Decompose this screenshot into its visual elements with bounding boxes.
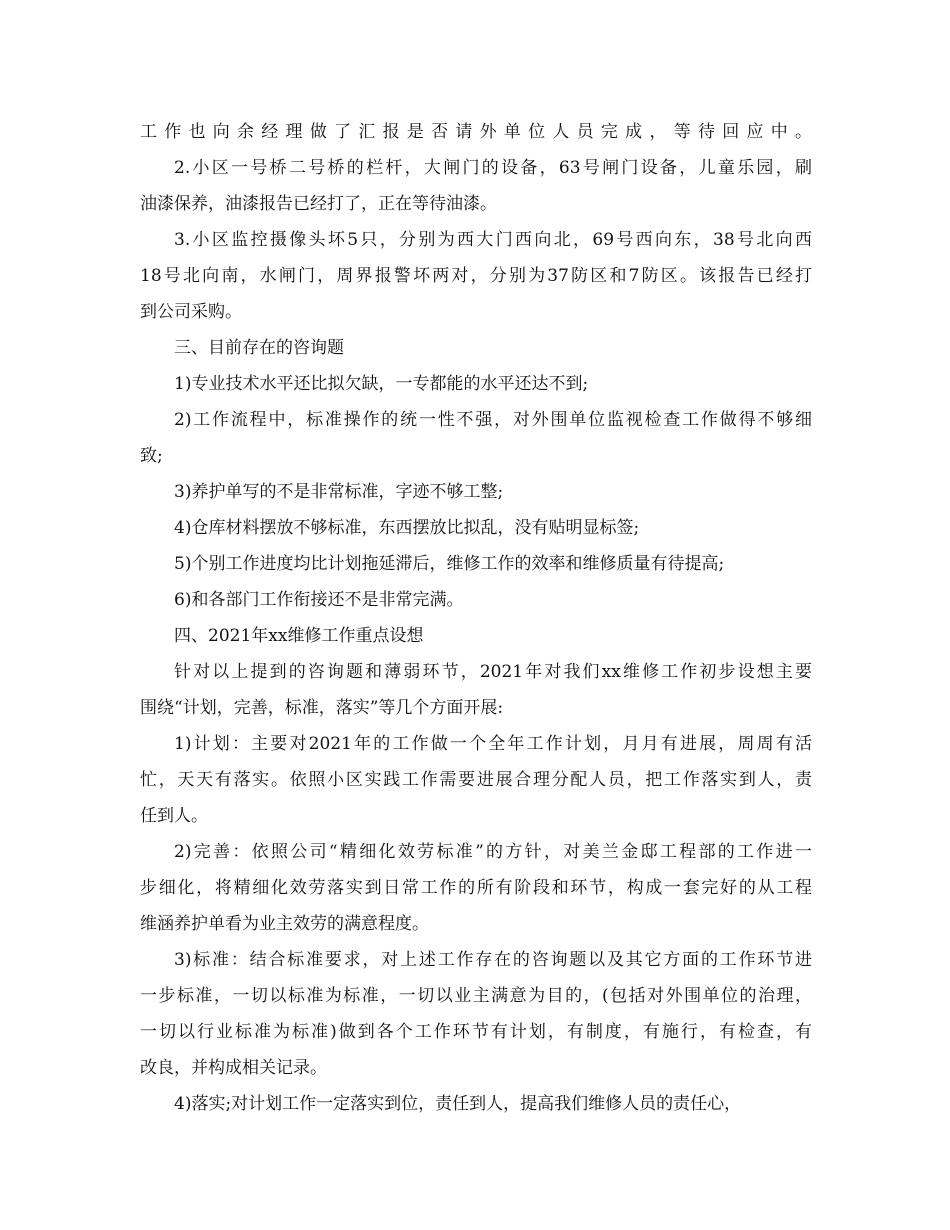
text-line: 3)养护单写的不是非常标准，字迹不够工整;	[174, 482, 504, 502]
text-line: 3)标准：结合标准要求，对上述工作存在的咨询题以及其它方面的工作环节进	[174, 950, 812, 970]
section-heading: 四、2021年xx维修工作重点设想	[174, 626, 424, 646]
text-line: 到公司采购。	[140, 302, 242, 322]
text-line: 改良，并构成相关记录。	[140, 1058, 327, 1078]
text-line: 5)个别工作进度均比计划拖延滞后，维修工作的效率和维修质量有待提高;	[174, 554, 725, 574]
text-line: 围绕“计划，完善，标准，落实”等几个方面开展:	[140, 698, 504, 718]
text-line: 任到人。	[140, 806, 208, 826]
text-line: 3.小区监控摄像头坏5只，分别为西大门西向北，69号西向东，38号北向西	[174, 230, 812, 250]
text-line: 18号北向南，水闸门，周界报警坏两对，分别为37防区和7防区。该报告已经打	[140, 266, 812, 286]
text-line: 2)完善：依照公司“精细化效劳标准”的方针，对美兰金邸工程部的工作进一	[174, 842, 812, 862]
text-line: 2)工作流程中，标准操作的统一性不强，对外围单位监视检查工作做得不够细	[174, 410, 812, 430]
text-line: 1)专业技术水平还比拟欠缺，一专都能的水平还达不到;	[174, 374, 589, 394]
text-line: 针对以上提到的咨询题和薄弱环节，2021年对我们xx维修工作初步设想主要	[174, 662, 812, 682]
text-line: 工作也向余经理做了汇报是否请外单位人员完成，等待回应中。	[140, 122, 812, 142]
document-body	[140, 114, 812, 1122]
text-line: 油漆保养，油漆报告已经打了，正在等待油漆。	[140, 194, 497, 214]
text-line: 1)计划：主要对2021年的工作做一个全年工作计划，月月有进展，周周有活	[174, 734, 812, 754]
text-line: 致;	[140, 446, 163, 466]
text-line: 步细化，将精细化效劳落实到日常工作的所有阶段和环节，构成一套完好的从工程	[140, 878, 812, 898]
text-line: 维涵养护单看为业主效劳的满意程度。	[140, 914, 429, 934]
text-line: 6)和各部门工作衔接还不是非常完满。	[174, 590, 464, 610]
text-line: 忙，天天有落实。依照小区实践工作需要进展合理分配人员，把工作落实到人，责	[140, 770, 812, 790]
text-line: 4)仓库材料摆放不够标准，东西摆放比拟乱，没有贴明显标签;	[174, 518, 640, 538]
text-line: 一步标准，一切以标准为标准，一切以业主满意为目的，(包括对外围单位的治理，	[140, 986, 812, 1006]
text-line: 一切以行业标准为标准)做到各个工作环节有计划，有制度，有施行，有检查，有	[140, 1022, 812, 1042]
section-heading: 三、目前存在的咨询题	[174, 338, 344, 358]
text-line: 2.小区一号桥二号桥的栏杆，大闸门的设备，63号闸门设备，儿童乐园，刷	[174, 158, 812, 178]
text-line: 4)落实;对计划工作一定落实到位，责任到人，提高我们维修人员的责任心，	[174, 1094, 742, 1114]
